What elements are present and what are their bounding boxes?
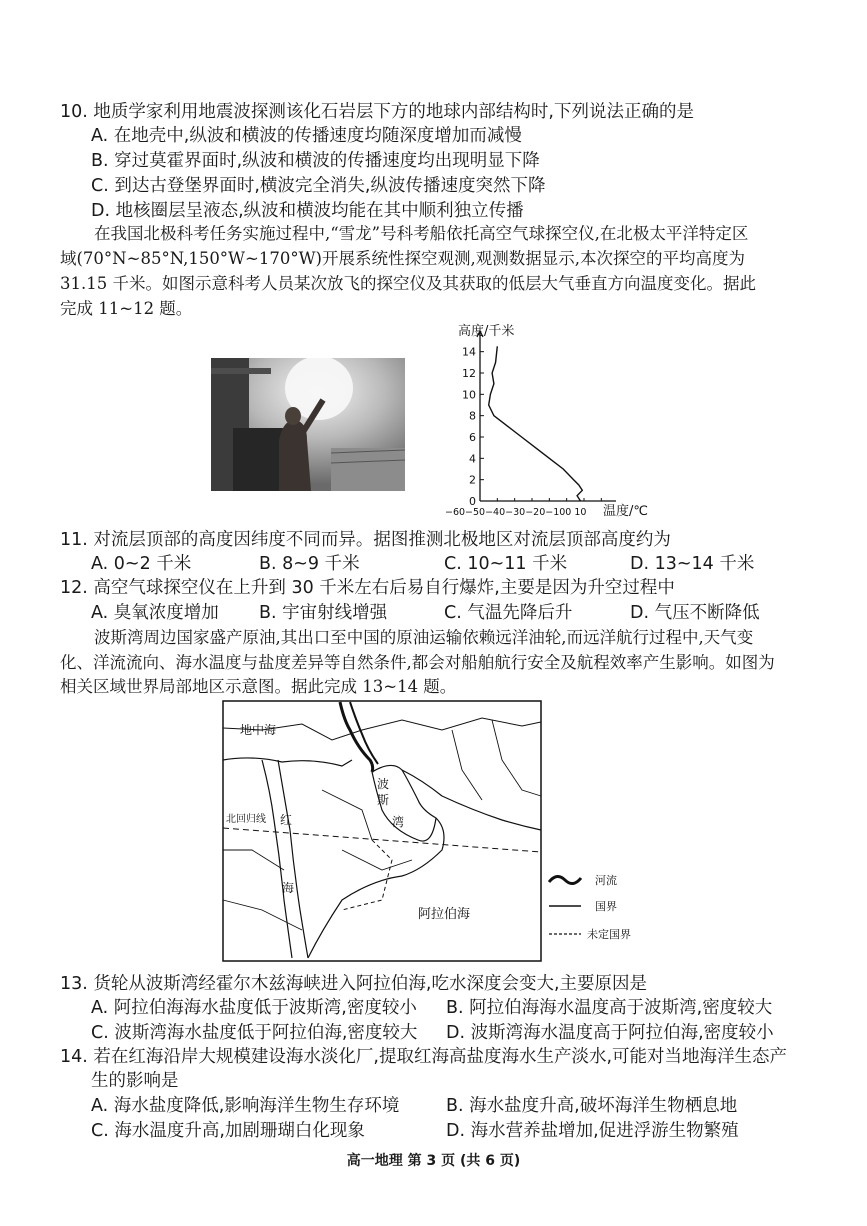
map-legend bbox=[547, 868, 657, 948]
map-label-red-sea-1: 红 bbox=[280, 813, 293, 827]
persian-gulf-map bbox=[222, 700, 542, 962]
q10-option-d: D. 地核圈层呈液态,纵波和横波均能在其中顺利独立传播 bbox=[91, 201, 524, 221]
q12-option-d: D. 气压不断降低 bbox=[630, 603, 760, 623]
chart-y-tick-label: 4 bbox=[469, 452, 476, 466]
chart-series-line-0 bbox=[489, 346, 583, 501]
q11-option-b: B. 8~9 千米 bbox=[259, 554, 360, 574]
chart-y-tick-label: 0 bbox=[469, 495, 476, 508]
passage2-line-1: 波斯湾周边国家盛产原油,其出口至中国的原油运输依赖远洋油轮,而远洋航行过程中,天气变 bbox=[94, 628, 754, 647]
passage2-line-3: 相关区域世界局部地区示意图。据此完成 13~14 题。 bbox=[60, 677, 457, 696]
q10-option-b: B. 穿过莫霍界面时,纵波和横波的传播速度均出现明显下降 bbox=[91, 151, 540, 171]
map-label-gulf-2: 斯 bbox=[377, 793, 390, 807]
q11-option-a: A. 0~2 千米 bbox=[91, 554, 192, 574]
map-label-arabian-sea: 阿拉伯海 bbox=[418, 907, 471, 922]
chart-y-tick-label: 6 bbox=[469, 431, 476, 444]
chart-ylabel: 高度/千米 bbox=[458, 324, 515, 339]
chart-y-tick-label: 2 bbox=[469, 473, 476, 487]
q11-option-d: D. 13~14 千米 bbox=[630, 554, 755, 574]
chart-y-tick-label: 8 bbox=[469, 409, 476, 423]
temperature-profile-chart bbox=[445, 318, 695, 518]
chart-y-tick-label: 12 bbox=[462, 367, 476, 380]
q14-option-d: D. 海水营养盐增加,促进浮游生物繁殖 bbox=[446, 1121, 739, 1141]
q12-option-c: C. 气温先降后升 bbox=[444, 603, 573, 623]
passage1-line-2: 域(70°N~85°N,150°W~170°W)开展系统性探空观测,观测数据显示,本次探空的平均高度为 bbox=[60, 249, 745, 268]
q11-stem: 11. 对流层顶部的高度因纬度不同而异。据图推测北极地区对流层顶部高度约为 bbox=[60, 530, 671, 550]
chart-xticks: −60−50−40−30−20−100 10 bbox=[445, 507, 587, 518]
legend-river-label: 河流 bbox=[595, 874, 617, 887]
chart-y-tick-label: 14 bbox=[462, 345, 476, 359]
map-label-gulf-3: 湾 bbox=[392, 815, 405, 829]
q12-stem: 12. 高空气球探空仪在上升到 30 千米左右后易自行爆炸,主要是因为升空过程中 bbox=[60, 578, 675, 598]
q14-option-b: B. 海水盐度升高,破坏海洋生物栖息地 bbox=[446, 1096, 738, 1116]
q11-option-c: C. 10~11 千米 bbox=[444, 554, 568, 574]
page-footer: 高一地理 第 3 页 (共 6 页) bbox=[346, 1153, 521, 1169]
passage1-line-4: 完成 11~12 题。 bbox=[60, 299, 193, 318]
balloon-launch-photo bbox=[211, 358, 405, 491]
q14-stem-line-2: 生的影响是 bbox=[91, 1071, 179, 1091]
q13-stem: 13. 货轮从波斯湾经霍尔木兹海峡进入阿拉伯海,吃水深度会变大,主要原因是 bbox=[60, 974, 648, 994]
passage1-line-3: 31.15 千米。如图示意科考人员某次放飞的探空仪及其获取的低层大气垂直方向温度变化。据此 bbox=[60, 274, 756, 293]
q14-option-a: A. 海水盐度降低,影响海洋生物生存环境 bbox=[91, 1096, 400, 1116]
q12-option-b: B. 宇宙射线增强 bbox=[259, 603, 388, 623]
passage1-line-1: 在我国北极科考任务实施过程中,“雪龙”号科考船依托高空气球探空仪,在北极太平洋特定区 bbox=[94, 224, 749, 243]
q13-option-b: B. 阿拉伯海海水温度高于波斯湾,密度较大 bbox=[446, 998, 773, 1018]
q14-stem-line-1: 14. 若在红海沿岸大规模建设海水淡化厂,提取红海高盐度海水生产淡水,可能对当地海洋生态产 bbox=[60, 1047, 788, 1067]
legend-river-symbol bbox=[549, 876, 581, 883]
passage2-line-2: 化、洋流流向、海水温度与盐度差异等自然条件,都会对船舶航行安全及航程效率产生影响。如图为 bbox=[60, 653, 775, 672]
q10-stem: 10. 地质学家利用地震波探测该化石岩层下方的地球内部结构时,下列说法正确的是 bbox=[60, 102, 694, 122]
chart-xlabel: 温度/℃ bbox=[603, 504, 648, 518]
q13-option-d: D. 波斯湾海水温度高于阿拉伯海,密度较小 bbox=[446, 1023, 774, 1043]
q10-option-c: C. 到达古登堡界面时,横波完全消失,纵波传播速度突然下降 bbox=[91, 176, 546, 196]
map-label-tropic: 北回归线 bbox=[226, 814, 266, 825]
q13-option-c: C. 波斯湾海水盐度低于阿拉伯海,密度较大 bbox=[91, 1023, 418, 1043]
legend-undefined-border-label: 未定国界 bbox=[587, 928, 631, 941]
q14-option-c: C. 海水温度升高,加剧珊瑚白化现象 bbox=[91, 1121, 365, 1141]
q13-option-a: A. 阿拉伯海海水盐度低于波斯湾,密度较小 bbox=[91, 998, 417, 1018]
chart-y-tick-label: 10 bbox=[462, 388, 476, 402]
map-label-gulf-1: 波 bbox=[377, 777, 390, 791]
q12-option-a: A. 臭氧浓度增加 bbox=[91, 603, 219, 623]
map-label-red-sea-2: 海 bbox=[282, 881, 295, 895]
q10-option-a: A. 在地壳中,纵波和横波的传播速度均随深度增加而减慢 bbox=[91, 126, 522, 146]
legend-border-label: 国界 bbox=[595, 900, 617, 913]
map-label-mediterranean: 地中海 bbox=[240, 723, 277, 737]
